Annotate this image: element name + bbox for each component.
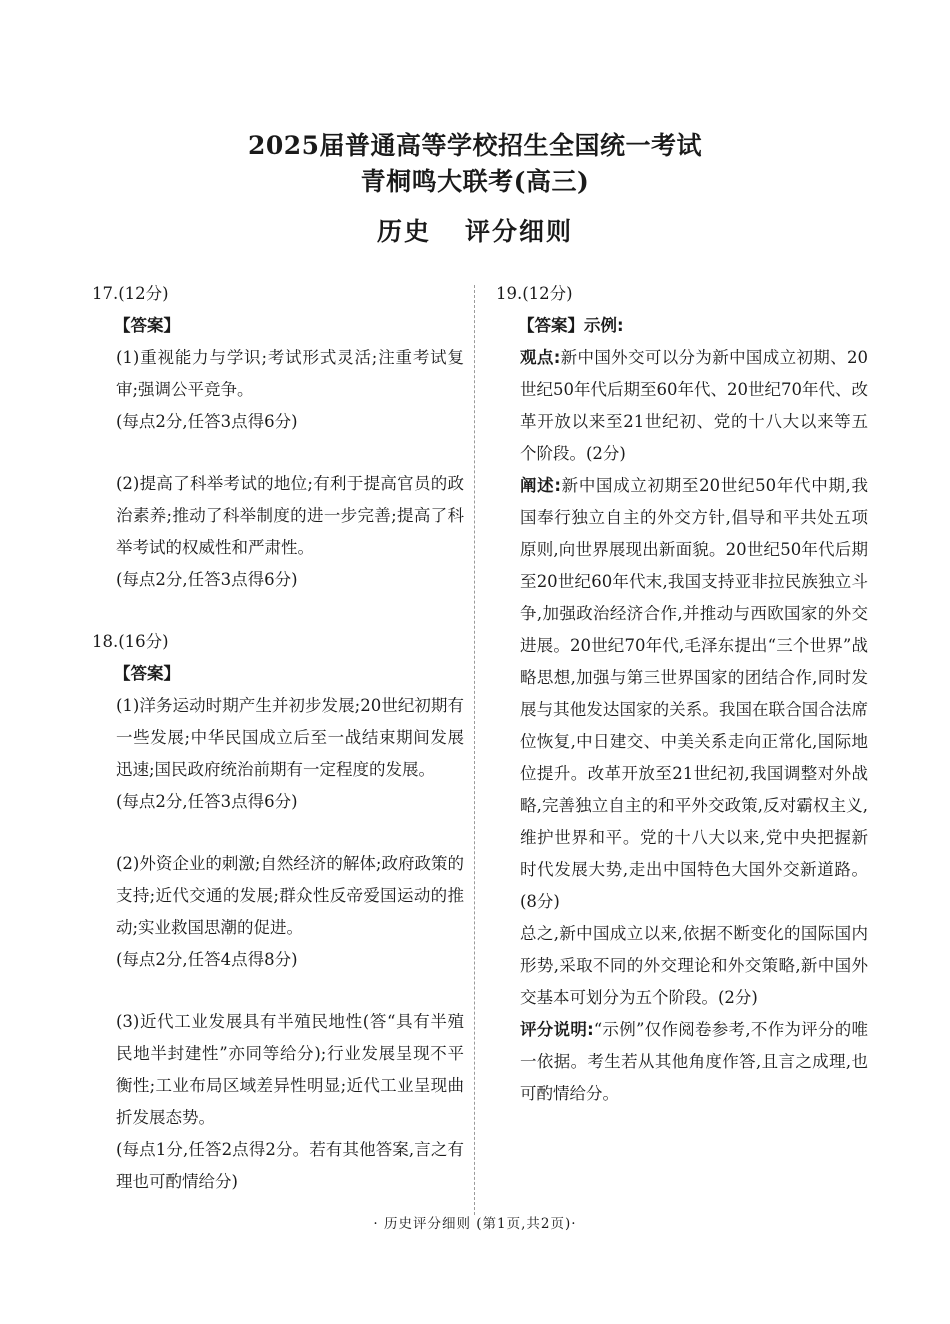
subject-heading [0, 212, 950, 248]
exam-title-line1: 2025届普通高等学校招生全国统一考试 [247, 131, 703, 160]
q18-heading: 18.(16分) [92, 632, 169, 651]
column-divider [474, 285, 475, 1215]
q19-note-text: “示例”仅作阅卷参考,不作为评分的唯一依据。考生若从其他角度作答,且言之成理,也可酌情给分。 [520, 1020, 868, 1103]
q17-part2: (2)提高了科举考试的地位;有利于提高官员的政治素养;推动了科举制度的进一步完善;提高了科举考试的权威性和严肃性。 [116, 474, 464, 557]
subject-name: 历史 [376, 217, 431, 246]
exam-title [0, 128, 950, 200]
q19-answer-line [518, 310, 868, 342]
q19-conclusion: 总之,新中国成立以来,依据不断变化的国际国内形势,采取不同的外交理论和外交策略,新中国外交基本可划分为五个阶段。(2分) [520, 924, 868, 1007]
q17-part2-score: (每点2分,任答3点得6分) [116, 570, 298, 589]
page-footer: · 历史评分细则 (第1页,共2页)· [373, 1216, 577, 1232]
q18-part1-score: (每点2分,任答3点得6分) [116, 792, 298, 811]
q18-part1: (1)洋务运动时期产生并初步发展;20世纪初期有一些发展;中华民国成立后至一战结束期间发展迅速;国民政府统治前期有一定程度的发展。 [116, 696, 464, 779]
q18-answer-tag: 【答案】 [114, 664, 180, 683]
q19-answer-tag: 【答案】 [518, 316, 584, 335]
q17-heading: 17.(12分) [92, 284, 169, 303]
q19-note-label: 评分说明: [520, 1020, 594, 1039]
left-column [92, 278, 464, 1198]
q19-elaboration [520, 470, 868, 918]
exam-title-line2: 青桐鸣大联考(高三) [360, 167, 590, 196]
doc-type: 评分细则 [465, 217, 574, 246]
right-column [496, 278, 868, 1110]
q18-part2-score: (每点2分,任答4点得8分) [116, 950, 298, 969]
q17-part1: (1)重视能力与学识;考试形式灵活;注重考试复审;强调公平竞争。 [116, 348, 464, 399]
q18-part3-score: (每点1分,任答2点得2分。若有其他答案,言之有理也可酌情给分) [116, 1140, 464, 1191]
q19-viewpoint-text: 新中国外交可以分为新中国成立初期、20世纪50年代后期至60年代、20世纪70年代、改革开放以来至21世纪初、党的十八大以来等五个阶段。(2分) [520, 348, 868, 463]
q19-heading: 19.(12分) [496, 284, 573, 303]
q18-part2: (2)外资企业的刺激;自然经济的解体;政府政策的支持;近代交通的发展;群众性反帝爱国运动的推动;实业救国思潮的促进。 [116, 854, 464, 937]
q19-viewpoint-label: 观点: [520, 348, 561, 367]
q19-answer-suffix: 示例: [584, 316, 624, 335]
q17-part1-score: (每点2分,任答3点得6分) [116, 412, 298, 431]
q18-part3: (3)近代工业发展具有半殖民地性(答“具有半殖民地半封建性”亦同等给分);行业发展呈现不平衡性;工业布局区域差异性明显;近代工业呈现曲折发展态势。 [116, 1012, 464, 1127]
q19-viewpoint [520, 342, 868, 470]
q17-answer-tag: 【答案】 [114, 316, 180, 335]
q19-elaboration-text: 新中国成立初期至20世纪50年代中期,我国奉行独立自主的外交方针,倡导和平共处五项原则,向世界展现出新面貌。20世纪50年代后期至20世纪60年代末,我国支持亚非拉民族独立斗争,加强政治经济合作,并推动与西欧国家的外交进展。20世纪70年代,毛泽东提出“三个世界”战略思想,加强与第三世界国家的团结合作,同时发展与其他发达国家的关系。我国在联合国合法席位恢复,中日建交、中美关系走向正常化,国际地位提升。改革开放至21世纪初,我国调整对外战略,完善独立自主的和平外交政策,反对霸权主义,维护世界和平。党的十八大以来,党中央把握新时代发展大势,走出中国特色大国外交新道路。(8分) [520, 476, 868, 911]
q19-elaboration-label: 阐述: [520, 476, 561, 495]
q19-note [520, 1014, 868, 1110]
